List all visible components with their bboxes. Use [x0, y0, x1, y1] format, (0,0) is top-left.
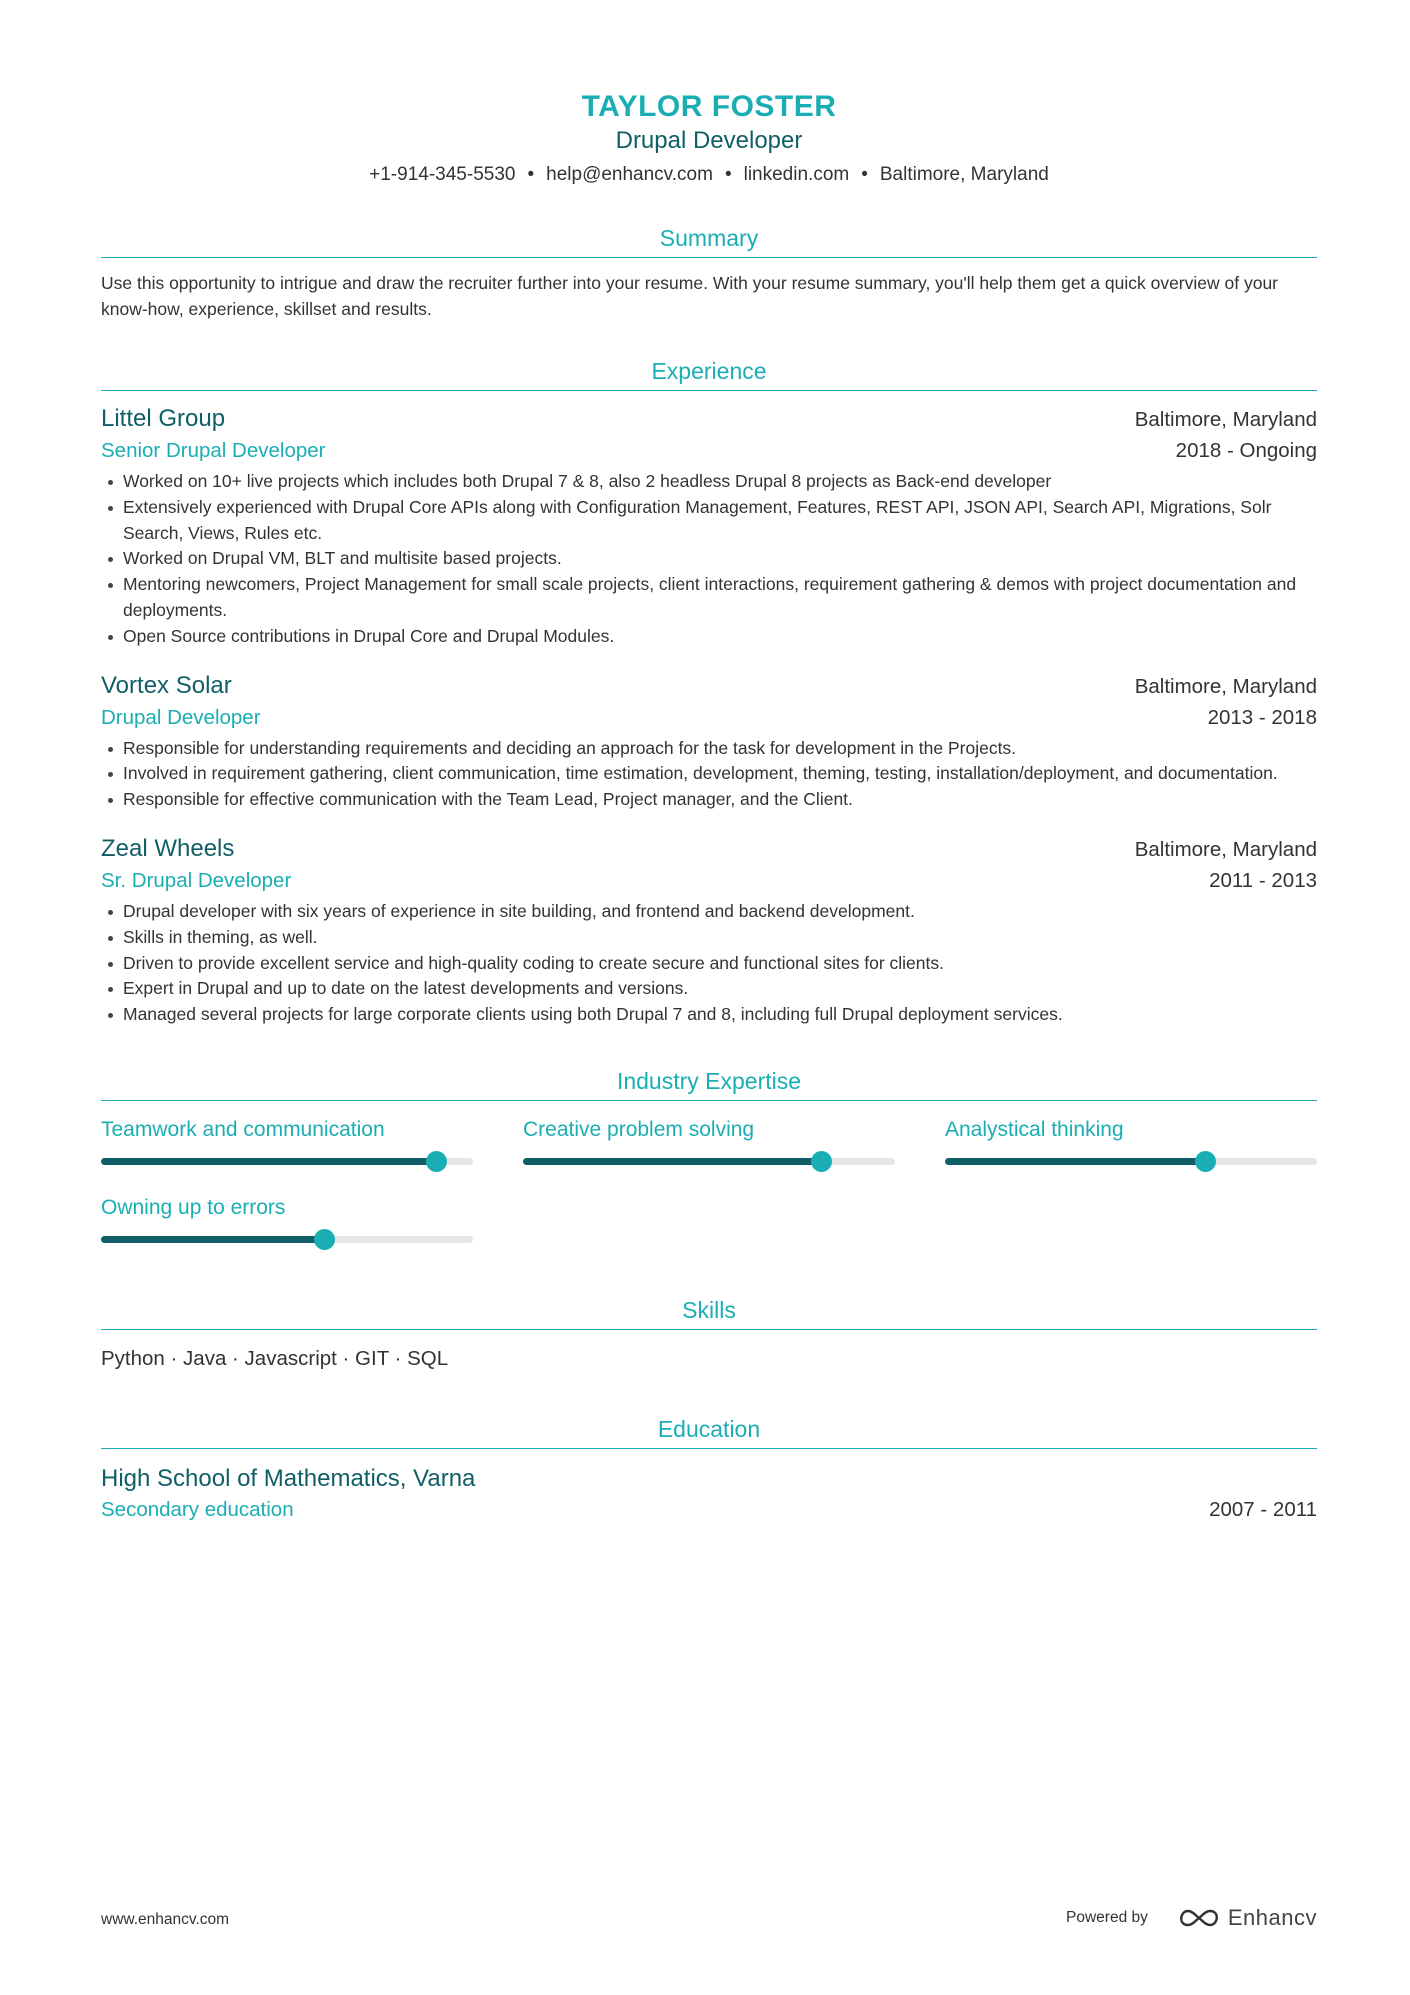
bullet: Skills in theming, as well. — [101, 925, 1317, 951]
summary-section — [101, 223, 1317, 322]
job-dates: 2018 - Ongoing — [1175, 439, 1317, 462]
location: Baltimore, Maryland — [879, 164, 1049, 185]
enhancv-brand: Enhancv — [1227, 1905, 1317, 1930]
section-title-skills: Skills — [101, 1295, 1317, 1330]
expertise-item — [101, 1115, 473, 1165]
bullet: Open Source contributions in Drupal Core and Drupal Modules. — [101, 624, 1317, 650]
job-entry — [101, 403, 1317, 650]
expertise-label: Owning up to errors — [101, 1195, 286, 1219]
expertise-bar — [101, 1158, 473, 1165]
section-title-summary: Summary — [101, 223, 1317, 258]
expertise-label: Analystical thinking — [945, 1117, 1124, 1141]
expertise-bar-fill — [101, 1236, 324, 1243]
expertise-bar — [523, 1158, 895, 1165]
section-title-education: Education — [101, 1414, 1317, 1449]
expertise-label: Teamwork and communication — [101, 1117, 385, 1141]
education-entry — [101, 1463, 1317, 1525]
job-role: Drupal Developer — [101, 705, 261, 729]
job-company: Littel Group — [101, 405, 226, 432]
bullet: Driven to provide excellent service and high-quality coding to create secure and functional sites for clients. — [101, 951, 1317, 977]
linkedin[interactable]: linkedin.com — [743, 164, 850, 185]
education-degree: Secondary education — [101, 1497, 294, 1521]
expertise-item — [945, 1115, 1317, 1165]
enhancv-logo-icon — [1176, 1906, 1222, 1930]
expertise-item — [523, 1115, 895, 1165]
resume-header — [101, 0, 1317, 188]
job-dates: 2013 - 2018 — [1207, 705, 1317, 729]
skills-section — [101, 1295, 1317, 1374]
bullet: Expert in Drupal and up to date on the latest developments and versions. — [101, 976, 1317, 1002]
bullet: Mentoring newcomers, Project Management for small scale projects, client interactions, requirement gathering & demos with project documentation and deployments. — [101, 572, 1317, 624]
bullet: Extensively experienced with Drupal Core APIs along with Configuration Management, Features, REST API, JSON API, Search API, Migrations, Solr Search, Views, Rules etc. — [101, 495, 1317, 547]
powered-by-label: Powered by — [1066, 1909, 1148, 1926]
expertise-item — [101, 1193, 473, 1243]
expertise-bar — [101, 1236, 473, 1243]
job-entry — [101, 833, 1317, 1028]
expertise-bar-fill — [945, 1158, 1205, 1165]
job-company: Zeal Wheels — [101, 834, 235, 862]
candidate-name: TAYLOR FOSTER — [581, 90, 837, 123]
bullet: Responsible for effective communication with the Team Lead, Project manager, and the Client. — [101, 787, 1317, 813]
bullet: Responsible for understanding requirements and deciding an approach for the task for development in the Projects. — [101, 736, 1317, 762]
job-bullets — [101, 736, 1317, 813]
expertise-bar-fill — [523, 1158, 821, 1165]
job-role: Sr. Drupal Developer — [101, 868, 292, 892]
section-title-experience: Experience — [101, 356, 1317, 391]
contact-line — [101, 162, 1317, 188]
skills-list: Python · Java · Javascript · GIT · SQL — [101, 1346, 449, 1370]
separator: • — [724, 164, 732, 185]
job-bullets — [101, 469, 1317, 650]
job-entry — [101, 670, 1317, 813]
summary-text: Use this opportunity to intrigue and draw the recruiter further into your resume. With your resume summary, you'll help them get a quick overview of your know-how, experience, skillset and results. — [101, 273, 1279, 319]
section-title-expertise: Industry Expertise — [101, 1066, 1317, 1101]
expertise-bar-knob — [314, 1229, 335, 1250]
expertise-label: Creative problem solving — [523, 1117, 755, 1141]
job-location: Baltimore, Maryland — [1134, 674, 1317, 698]
footer-website[interactable]: www.enhancv.com — [101, 1911, 230, 1928]
job-role: Senior Drupal Developer — [101, 439, 326, 462]
education-section — [101, 1414, 1317, 1525]
bullet: Drupal developer with six years of experience in site building, and frontend and backend development. — [101, 899, 1317, 925]
email[interactable]: help@enhancv.com — [546, 164, 713, 185]
job-location: Baltimore, Maryland — [1134, 837, 1317, 861]
expertise-grid — [101, 1115, 1317, 1243]
footer-powered-by — [1066, 1905, 1317, 1931]
bullet: Worked on Drupal VM, BLT and multisite based projects. — [101, 546, 1317, 572]
job-bullets — [101, 899, 1317, 1028]
expertise-bar-knob — [426, 1151, 447, 1172]
expertise-bar-knob — [1195, 1151, 1216, 1172]
expertise-bar-knob — [811, 1151, 832, 1172]
candidate-title: Drupal Developer — [615, 127, 803, 154]
bullet: Managed several projects for large corporate clients using both Drupal 7 and 8, including full Drupal deployment services. — [101, 1002, 1317, 1028]
expertise-section — [101, 1066, 1317, 1243]
job-location: Baltimore, Maryland — [1134, 408, 1317, 431]
expertise-bar — [945, 1158, 1317, 1165]
bullet: Involved in requirement gathering, client communication, time estimation, development, theming, testing, installation/deployment, and documentation. — [101, 761, 1317, 787]
job-dates: 2011 - 2013 — [1209, 868, 1317, 892]
job-company: Vortex Solar — [101, 671, 232, 699]
experience-section — [101, 356, 1317, 1028]
resume-page — [101, 0, 1317, 1525]
separator: • — [527, 164, 535, 185]
phone: +1-914-345-5530 — [369, 164, 516, 185]
expertise-bar-fill — [101, 1158, 436, 1165]
separator: • — [861, 164, 868, 185]
bullet: Worked on 10+ live projects which includes both Drupal 7 & 8, also 2 headless Drupal 8 projects as Back-end developer — [101, 469, 1317, 495]
education-dates: 2007 - 2011 — [1209, 1497, 1317, 1521]
education-school: High School of Mathematics, Varna — [101, 1464, 476, 1492]
